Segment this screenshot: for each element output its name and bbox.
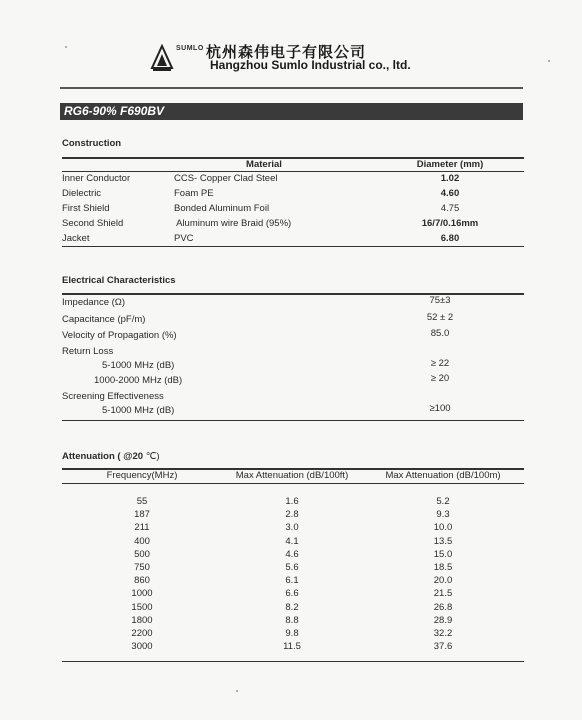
- attenuation-max-ft: 4.1: [285, 535, 299, 547]
- attenuation-max-ft: 11.5: [283, 641, 301, 653]
- construction-title: Construction: [62, 138, 122, 149]
- electrical-row-value: 75±3: [429, 295, 451, 306]
- attenuation-max-m: 26.8: [433, 601, 453, 613]
- electrical-row-label: Impedance (Ω): [62, 297, 126, 308]
- electrical-row-label: 5-1000 MHz (dB): [102, 360, 175, 371]
- company-name-chinese: 杭州森伟电子有限公司: [206, 43, 367, 61]
- attenuation-title-temperature: @20: [123, 451, 144, 462]
- construction-bottom-rule: [62, 246, 524, 247]
- attenuation-max-m: 20.0: [433, 575, 453, 587]
- attenuation-max-m: 13.5: [433, 535, 453, 547]
- electrical-row-value: 85.0: [430, 328, 450, 339]
- attenuation-max-ft: 6.1: [285, 575, 299, 587]
- attenuation-frequency: 1000: [131, 588, 153, 600]
- electrical-row-value: ≥ 20: [430, 373, 450, 384]
- construction-header-diameter: Diameter (mm): [416, 159, 484, 170]
- attenuation-frequency: 860: [134, 575, 150, 587]
- construction-row-material: PVC: [174, 233, 194, 244]
- attenuation-frequency: 500: [134, 548, 150, 560]
- attenuation-title: [62, 451, 160, 462]
- attenuation-frequency: 3000: [131, 641, 153, 653]
- construction-row-material: Aluminum wire Braid (95%): [174, 218, 292, 229]
- attenuation-max-ft: 3.0: [285, 522, 299, 534]
- attenuation-frequency: 2200: [131, 628, 153, 639]
- attenuation-max-m: 15.0: [433, 548, 453, 560]
- scan-speck: [548, 60, 550, 62]
- attenuation-header-rule: [62, 483, 524, 484]
- attenuation-header-max-m: Max Attenuation (dB/100m): [385, 470, 501, 481]
- construction-row-diameter: 4.60: [440, 188, 460, 199]
- attenuation-header-max-ft: Max Attenuation (dB/100ft): [235, 470, 349, 481]
- attenuation-max-m: 5.2: [436, 496, 450, 507]
- attenuation-max-ft: 1.6: [285, 496, 299, 507]
- construction-row-name: Jacket: [62, 233, 90, 244]
- construction-header-material: Material: [246, 159, 282, 170]
- construction-row-name: First Shield: [62, 203, 110, 214]
- attenuation-max-ft: 4.6: [285, 548, 299, 560]
- attenuation-frequency: 400: [134, 535, 150, 547]
- attenuation-max-m: 32.2: [433, 628, 453, 639]
- product-title-bar: [60, 103, 523, 120]
- construction-header-rule: [62, 171, 524, 172]
- attenuation-max-m: 18.5: [433, 562, 453, 573]
- construction-row-material: CCS- Copper Clad Steel: [174, 173, 278, 184]
- electrical-row-value: 52 ± 2: [426, 312, 454, 323]
- attenuation-max-m: 21.5: [433, 588, 453, 600]
- company-logo-icon: [150, 44, 174, 72]
- construction-row-diameter: 16/7/0.16mm: [421, 218, 479, 229]
- company-name-english: Hangzhou Sumlo Industrial co., ltd.: [210, 58, 411, 72]
- construction-row-material: Foam PE: [174, 188, 214, 199]
- attenuation-max-ft: 8.2: [285, 601, 299, 613]
- construction-row-name: Inner Conductor: [62, 173, 131, 184]
- attenuation-max-m: 10.0: [433, 522, 453, 534]
- attenuation-frequency: 211: [134, 522, 150, 534]
- attenuation-max-m: 9.3: [436, 509, 450, 521]
- scan-speck: [65, 46, 67, 48]
- attenuation-frequency: 1800: [131, 614, 153, 626]
- electrical-row-value: ≥ 22: [430, 358, 450, 369]
- construction-row-material: Bonded Aluminum Foil: [174, 203, 270, 214]
- electrical-title: Electrical Characteristics: [62, 275, 176, 286]
- construction-row-diameter: 6.80: [440, 233, 460, 244]
- electrical-row-label: Capacitance (pF/m): [62, 314, 146, 325]
- attenuation-max-ft: 8.8: [285, 614, 299, 626]
- brand-name: SUMLO: [176, 45, 204, 52]
- electrical-row-label: Screening Effectiveness: [62, 391, 164, 402]
- attenuation-max-ft: 2.8: [285, 509, 299, 521]
- attenuation-max-m: 28.9: [433, 614, 453, 626]
- electrical-row-label: Velocity of Propagation (%): [62, 330, 177, 341]
- electrical-row-label: 1000-2000 MHz (dB): [94, 375, 183, 386]
- product-title: RG6-90% F690BV: [64, 104, 165, 118]
- attenuation-title-suffix: ℃): [143, 451, 160, 462]
- construction-row-diameter: 1.02: [440, 173, 460, 184]
- electrical-row-label: 5-1000 MHz (dB): [102, 405, 175, 416]
- construction-row-name: Second Shield: [62, 218, 124, 229]
- attenuation-frequency: 750: [134, 562, 150, 573]
- scan-speck: [236, 690, 238, 692]
- attenuation-frequency: 1500: [131, 601, 153, 613]
- attenuation-frequency: 55: [136, 496, 148, 507]
- attenuation-title-prefix: Attenuation (: [62, 451, 124, 462]
- attenuation-bottom-rule: [62, 661, 524, 662]
- header-divider: [60, 87, 523, 89]
- attenuation-max-ft: 5.6: [285, 562, 299, 573]
- attenuation-header-frequency: Frequency(MHz): [106, 470, 178, 481]
- attenuation-frequency: 187: [134, 509, 150, 521]
- electrical-row-value: ≥100: [429, 403, 451, 414]
- electrical-row-label: Return Loss: [62, 346, 114, 357]
- attenuation-max-m: 37.6: [433, 641, 453, 653]
- construction-row-diameter: 4.75: [440, 203, 460, 214]
- electrical-bottom-rule: [62, 420, 524, 421]
- construction-row-name: Dielectric: [62, 188, 102, 199]
- attenuation-max-ft: 6.6: [285, 588, 299, 600]
- attenuation-max-ft: 9.8: [285, 628, 299, 639]
